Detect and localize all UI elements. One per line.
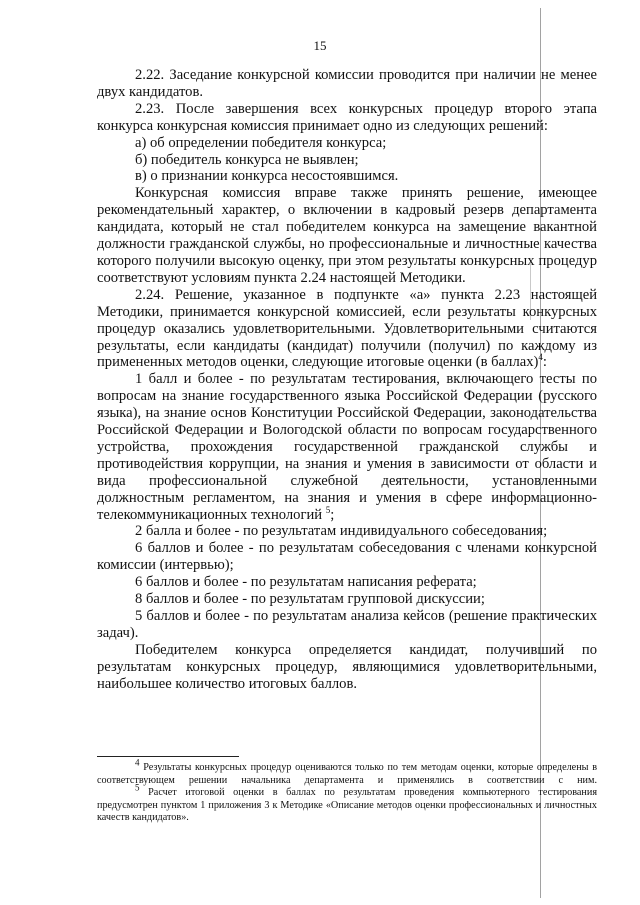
footnote-5: [97, 782, 598, 825]
footnote-4-text: Результаты конкурсных процедур оцениваются только по тем методам оценки, которые определены в соответствующем решении начальника департамента и применялись в соответствии с ним.: [97, 762, 597, 786]
footnote-5-mark: 5: [135, 782, 140, 793]
paragraph-2-22: 2.22. Заседание конкурсной комиссии проводится при наличии не менее двух кандидатов.: [97, 67, 597, 100]
paragraph-2-24-text: 2.24. Решение, указанное в подпункте «а» пункта 2.23 настоящей Методики, принимается конкурсной комиссией, если результаты конкурсных процедур оказались удовлетворительными. Удовлетворительными считаются результаты, если кандидаты (кандидат) получили (получил) по каждому из примененных методов оценки, следующие итоговые оценки (в баллах): [97, 286, 597, 371]
list-item-v: в) о признании конкурса несостоявшимся.: [135, 168, 399, 185]
footnote-4-mark: 4: [135, 757, 140, 768]
page-number: 15: [313, 38, 327, 53]
footnote-ref-4: 4: [538, 352, 543, 363]
footnote-5-text: Расчет итоговой оценки в баллах по результатам проведения компьютерного тестирования предусмотрен пунктом 1 приложения 3 к Методике «Описание методов оценки профессиональных и личностных качеств кандидатов».: [97, 787, 598, 824]
criterion-individual-interview: 2 балла и более - по результатам индивидуального собеседования;: [135, 523, 548, 540]
criterion-testing-text: 1 балл и более - по результатам тестирования, включающего тесты по вопросам на знание государственного языка Российской Федерации (русского языка), на знание основ Конституции Российской Федерации, законодательства Российской Федерации и Вологодской области по вопросам государственного устройства, прохождения государственной гражданской службы и противодействия коррупции, на знания и умения в зависимости от области и вида профессиональной служебной деятельности, установленными должностным регламентом, на знания и умения в сфере информационно-телекоммуникационных технологий: [97, 371, 597, 523]
paragraph-2-23: 2.23. После завершения всех конкурсных процедур второго этапа конкурса конкурсная комиссия принимает одно из следующих решений:: [97, 100, 597, 134]
list-item-b: б) победитель конкурса не выявлен;: [135, 151, 359, 168]
criterion-essay: 6 баллов и более - по результатам написания реферата;: [135, 574, 477, 591]
footnote-4: [97, 757, 597, 787]
footnote-separator: [97, 756, 239, 757]
criterion-commission-interview: 6 баллов и более - по результатам собеседования с членами конкурсной комиссии (интервью);: [97, 540, 597, 574]
paragraph-2-24: [97, 287, 597, 372]
footnote-ref-4-colon: :: [542, 354, 547, 371]
paragraph-winner: Победителем конкурса определяется кандидат, получивший по результатам конкурсных процедур, являющимися удовлетворительными, наибольшее количество итоговых баллов.: [97, 641, 597, 692]
criterion-testing: [97, 371, 597, 523]
criterion-case-analysis: 5 баллов и более - по результатам анализа кейсов (решение практических задач).: [97, 608, 597, 641]
paragraph-reserve: Конкурсная комиссия вправе также принять решение, имеющее рекомендательный характер, о включении в кадровый резерв департамента кандидата, который не стал победителем конкурса на замещение вакантной должности гражданской службы, но профессиональные и личностные качества которого получили высокую оценку, при этом результаты конкурсных процедур соответствуют условиям пункта 2.24 настоящей Методики.: [97, 185, 597, 286]
list-item-a: а) об определении победителя конкурса;: [135, 134, 387, 151]
footnote-ref-5-semicolon: ;: [330, 506, 335, 523]
footnote-ref-5: 5: [325, 504, 331, 515]
document-body: [97, 67, 597, 693]
footnotes: [97, 757, 598, 825]
criterion-group-discussion: 8 баллов и более - по результатам групповой дискуссии;: [135, 591, 485, 608]
